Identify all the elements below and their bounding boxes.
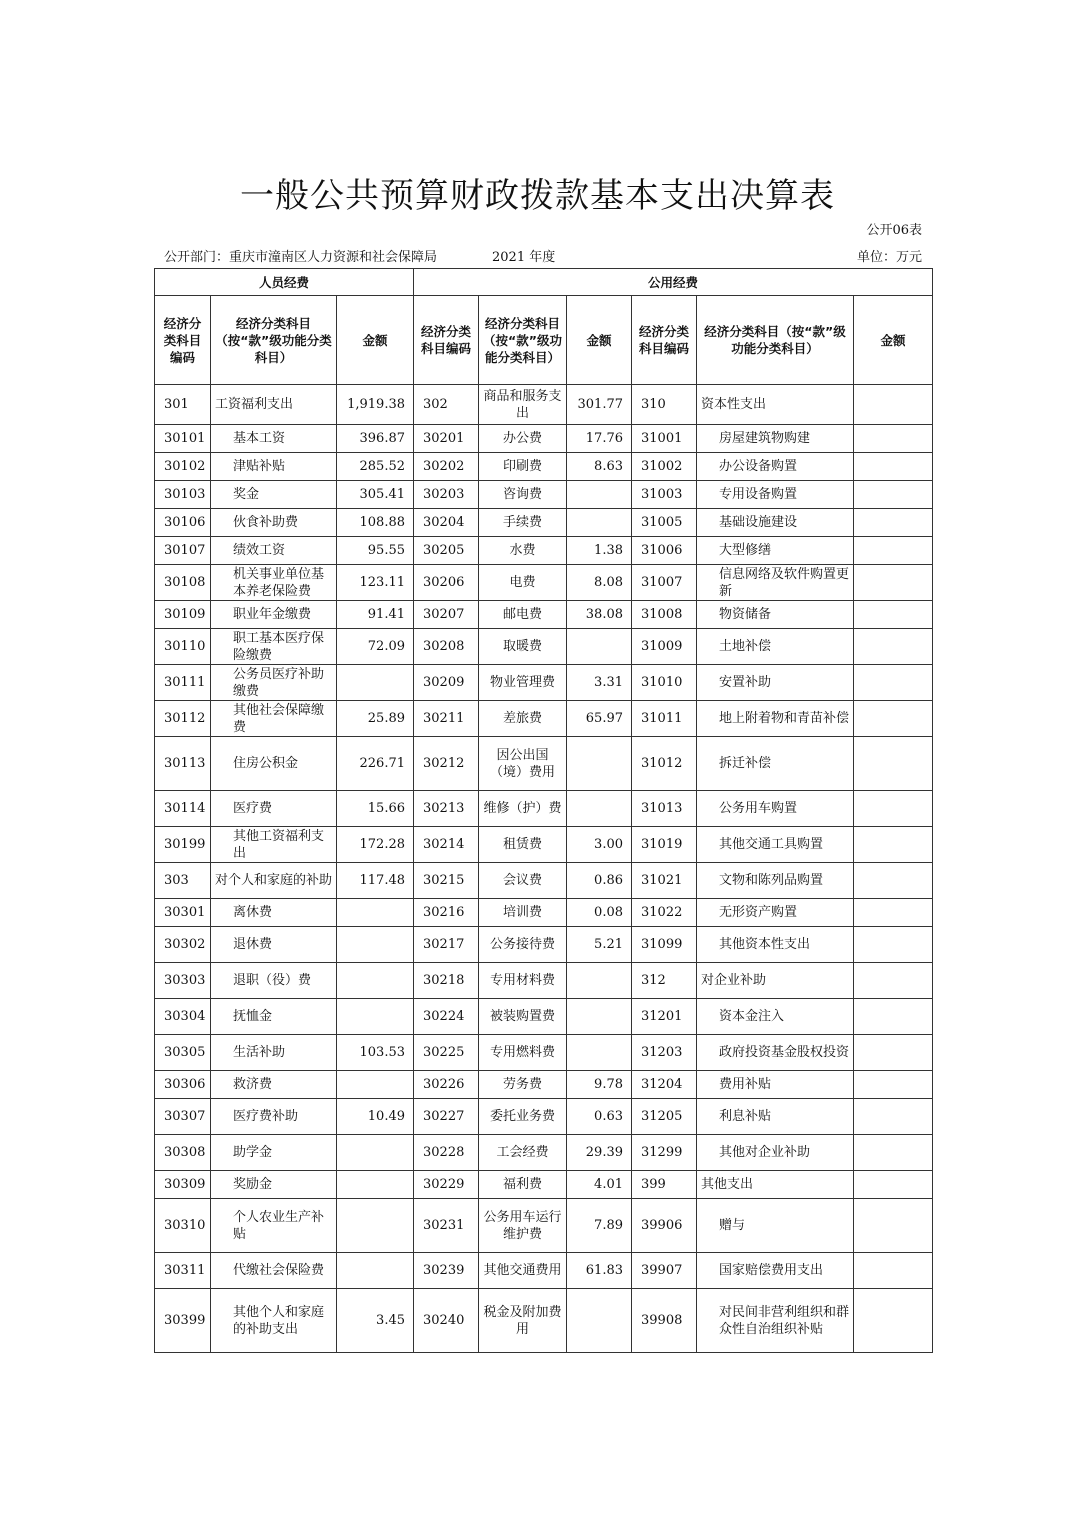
personnel-name: 生活补助 bbox=[211, 1035, 337, 1071]
table-row bbox=[155, 1099, 933, 1135]
personnel-name: 住房公积金 bbox=[211, 737, 337, 791]
public-code: 30202 bbox=[414, 453, 479, 481]
capital-name: 其他交通工具购置 bbox=[697, 827, 854, 863]
capital-code: 31022 bbox=[632, 899, 697, 927]
public-code: 30206 bbox=[414, 565, 479, 601]
personnel-code: 303 bbox=[155, 863, 211, 899]
header-g-amount: 金额 bbox=[567, 296, 632, 385]
personnel-code: 30305 bbox=[155, 1035, 211, 1071]
public-amount: 301.77 bbox=[567, 385, 632, 425]
personnel-code: 30306 bbox=[155, 1071, 211, 1099]
capital-name: 其他对企业补助 bbox=[697, 1135, 854, 1171]
personnel-amount bbox=[337, 999, 414, 1035]
personnel-amount: 91.41 bbox=[337, 601, 414, 629]
personnel-name: 救济费 bbox=[211, 1071, 337, 1099]
capital-name: 大型修缮 bbox=[697, 537, 854, 565]
personnel-name: 其他个人和家庭的补助支出 bbox=[211, 1289, 337, 1353]
personnel-code: 30112 bbox=[155, 701, 211, 737]
capital-code: 31021 bbox=[632, 863, 697, 899]
personnel-amount: 226.71 bbox=[337, 737, 414, 791]
capital-name: 专用设备购置 bbox=[697, 481, 854, 509]
table-row bbox=[155, 1171, 933, 1199]
public-code: 30226 bbox=[414, 1071, 479, 1099]
capital-amount bbox=[854, 791, 933, 827]
header-g-name: 经济分类科目（按“款”级功能分类科目） bbox=[479, 296, 567, 385]
table-row bbox=[155, 827, 933, 863]
table-row bbox=[155, 1035, 933, 1071]
unit-label: 单位：万元 bbox=[856, 250, 922, 265]
personnel-name: 伙食补助费 bbox=[211, 509, 337, 537]
capital-code: 310 bbox=[632, 385, 697, 425]
personnel-code: 30199 bbox=[155, 827, 211, 863]
capital-amount bbox=[854, 1199, 933, 1253]
personnel-code: 30114 bbox=[155, 791, 211, 827]
public-amount: 17.76 bbox=[567, 425, 632, 453]
expenditure-table bbox=[154, 268, 933, 1353]
public-amount bbox=[567, 963, 632, 999]
personnel-amount: 72.09 bbox=[337, 629, 414, 665]
personnel-amount bbox=[337, 665, 414, 701]
personnel-name: 代缴社会保险费 bbox=[211, 1253, 337, 1289]
capital-amount bbox=[854, 927, 933, 963]
header-p-code: 经济分类科目编码 bbox=[155, 296, 211, 385]
personnel-code: 30309 bbox=[155, 1171, 211, 1199]
capital-name: 物资储备 bbox=[697, 601, 854, 629]
personnel-name: 工资福利支出 bbox=[211, 385, 337, 425]
public-amount: 1.38 bbox=[567, 537, 632, 565]
capital-name: 资本性支出 bbox=[697, 385, 854, 425]
capital-amount bbox=[854, 1071, 933, 1099]
personnel-name: 奖励金 bbox=[211, 1171, 337, 1199]
capital-amount bbox=[854, 1035, 933, 1071]
public-code: 30218 bbox=[414, 963, 479, 999]
public-name: 因公出国（境）费用 bbox=[479, 737, 567, 791]
capital-code: 31201 bbox=[632, 999, 697, 1035]
capital-amount bbox=[854, 453, 933, 481]
table-number: 公开06表 bbox=[866, 223, 922, 238]
table-row bbox=[155, 1135, 933, 1171]
personnel-name: 退职（役）费 bbox=[211, 963, 337, 999]
group-personnel: 人员经费 bbox=[155, 269, 414, 296]
personnel-name: 对个人和家庭的补助 bbox=[211, 863, 337, 899]
public-name: 租赁费 bbox=[479, 827, 567, 863]
public-amount bbox=[567, 1289, 632, 1353]
capital-name: 安置补助 bbox=[697, 665, 854, 701]
public-code: 30227 bbox=[414, 1099, 479, 1135]
header-p-amount: 金额 bbox=[337, 296, 414, 385]
header-p-name: 经济分类科目（按“款”级功能分类科目） bbox=[211, 296, 337, 385]
public-amount bbox=[567, 481, 632, 509]
public-name: 水费 bbox=[479, 537, 567, 565]
public-name: 印刷费 bbox=[479, 453, 567, 481]
capital-name: 其他资本性支出 bbox=[697, 927, 854, 963]
table-row bbox=[155, 863, 933, 899]
personnel-code: 30304 bbox=[155, 999, 211, 1035]
public-amount: 3.31 bbox=[567, 665, 632, 701]
capital-code: 31001 bbox=[632, 425, 697, 453]
public-name: 物业管理费 bbox=[479, 665, 567, 701]
public-amount bbox=[567, 999, 632, 1035]
personnel-name: 个人农业生产补贴 bbox=[211, 1199, 337, 1253]
capital-amount bbox=[854, 1289, 933, 1353]
personnel-amount bbox=[337, 963, 414, 999]
capital-name: 地上附着物和青苗补偿 bbox=[697, 701, 854, 737]
header-c-code: 经济分类科目编码 bbox=[632, 296, 697, 385]
capital-code: 31006 bbox=[632, 537, 697, 565]
personnel-amount: 25.89 bbox=[337, 701, 414, 737]
public-amount: 3.00 bbox=[567, 827, 632, 863]
public-name: 咨询费 bbox=[479, 481, 567, 509]
personnel-code: 301 bbox=[155, 385, 211, 425]
public-code: 30215 bbox=[414, 863, 479, 899]
capital-name: 费用补贴 bbox=[697, 1071, 854, 1099]
public-name: 福利费 bbox=[479, 1171, 567, 1199]
personnel-code: 30111 bbox=[155, 665, 211, 701]
public-code: 30214 bbox=[414, 827, 479, 863]
capital-name: 资本金注入 bbox=[697, 999, 854, 1035]
capital-name: 拆迁补偿 bbox=[697, 737, 854, 791]
table-row bbox=[155, 425, 933, 453]
table-row bbox=[155, 453, 933, 481]
public-name: 工会经费 bbox=[479, 1135, 567, 1171]
capital-amount bbox=[854, 565, 933, 601]
public-name: 办公费 bbox=[479, 425, 567, 453]
table-row bbox=[155, 963, 933, 999]
personnel-amount: 15.66 bbox=[337, 791, 414, 827]
public-amount: 9.78 bbox=[567, 1071, 632, 1099]
public-name: 会议费 bbox=[479, 863, 567, 899]
table-row bbox=[155, 385, 933, 425]
capital-name: 房屋建筑物购建 bbox=[697, 425, 854, 453]
public-amount: 8.08 bbox=[567, 565, 632, 601]
capital-amount bbox=[854, 385, 933, 425]
personnel-amount bbox=[337, 1253, 414, 1289]
capital-code: 31010 bbox=[632, 665, 697, 701]
personnel-name: 职工基本医疗保险缴费 bbox=[211, 629, 337, 665]
capital-amount bbox=[854, 1135, 933, 1171]
table-row bbox=[155, 1199, 933, 1253]
header-c-amount: 金额 bbox=[854, 296, 933, 385]
personnel-code: 30103 bbox=[155, 481, 211, 509]
capital-code: 39908 bbox=[632, 1289, 697, 1353]
public-amount: 0.08 bbox=[567, 899, 632, 927]
personnel-code: 30311 bbox=[155, 1253, 211, 1289]
table-row bbox=[155, 601, 933, 629]
personnel-code: 30310 bbox=[155, 1199, 211, 1253]
public-code: 30217 bbox=[414, 927, 479, 963]
table-row bbox=[155, 1289, 933, 1353]
capital-code: 31012 bbox=[632, 737, 697, 791]
personnel-code: 30107 bbox=[155, 537, 211, 565]
capital-name: 政府投资基金股权投资 bbox=[697, 1035, 854, 1071]
public-code: 30205 bbox=[414, 537, 479, 565]
capital-code: 39907 bbox=[632, 1253, 697, 1289]
capital-code: 31203 bbox=[632, 1035, 697, 1071]
public-amount: 0.86 bbox=[567, 863, 632, 899]
public-name: 公务用车运行维护费 bbox=[479, 1199, 567, 1253]
capital-code: 31008 bbox=[632, 601, 697, 629]
capital-code: 31002 bbox=[632, 453, 697, 481]
capital-code: 31299 bbox=[632, 1135, 697, 1171]
capital-amount bbox=[854, 963, 933, 999]
table-row bbox=[155, 737, 933, 791]
personnel-name: 抚恤金 bbox=[211, 999, 337, 1035]
capital-amount bbox=[854, 701, 933, 737]
capital-name: 基础设施建设 bbox=[697, 509, 854, 537]
public-amount bbox=[567, 509, 632, 537]
public-code: 30212 bbox=[414, 737, 479, 791]
department-label: 公开部门：重庆市潼南区人力资源和社会保障局 bbox=[164, 250, 438, 265]
personnel-amount: 117.48 bbox=[337, 863, 414, 899]
public-amount bbox=[567, 737, 632, 791]
personnel-name: 助学金 bbox=[211, 1135, 337, 1171]
public-amount: 38.08 bbox=[567, 601, 632, 629]
capital-name: 利息补贴 bbox=[697, 1099, 854, 1135]
public-code: 30209 bbox=[414, 665, 479, 701]
table-row bbox=[155, 629, 933, 665]
capital-code: 31009 bbox=[632, 629, 697, 665]
capital-amount bbox=[854, 899, 933, 927]
public-name: 委托业务费 bbox=[479, 1099, 567, 1135]
capital-code: 31204 bbox=[632, 1071, 697, 1099]
capital-name: 信息网络及软件购置更新 bbox=[697, 565, 854, 601]
public-name: 被装购置费 bbox=[479, 999, 567, 1035]
public-amount: 61.83 bbox=[567, 1253, 632, 1289]
capital-amount bbox=[854, 481, 933, 509]
year-label: 2021 年度 bbox=[492, 250, 556, 265]
capital-code: 31013 bbox=[632, 791, 697, 827]
personnel-amount: 103.53 bbox=[337, 1035, 414, 1071]
public-name: 维修（护）费 bbox=[479, 791, 567, 827]
public-name: 差旅费 bbox=[479, 701, 567, 737]
personnel-code: 30308 bbox=[155, 1135, 211, 1171]
personnel-name: 医疗费补助 bbox=[211, 1099, 337, 1135]
personnel-code: 30106 bbox=[155, 509, 211, 537]
personnel-name: 基本工资 bbox=[211, 425, 337, 453]
personnel-amount: 108.88 bbox=[337, 509, 414, 537]
public-code: 30229 bbox=[414, 1171, 479, 1199]
personnel-amount bbox=[337, 899, 414, 927]
capital-amount bbox=[854, 629, 933, 665]
table-row bbox=[155, 665, 933, 701]
capital-amount bbox=[854, 537, 933, 565]
page-title: 一般公共预算财政拨款基本支出决算表 bbox=[240, 176, 835, 216]
capital-name: 公务用车购置 bbox=[697, 791, 854, 827]
capital-code: 31007 bbox=[632, 565, 697, 601]
capital-amount bbox=[854, 863, 933, 899]
personnel-amount: 396.87 bbox=[337, 425, 414, 453]
public-amount bbox=[567, 791, 632, 827]
capital-code: 312 bbox=[632, 963, 697, 999]
public-name: 取暖费 bbox=[479, 629, 567, 665]
personnel-name: 绩效工资 bbox=[211, 537, 337, 565]
public-name: 培训费 bbox=[479, 899, 567, 927]
header-c-name: 经济分类科目（按“款”级功能分类科目） bbox=[697, 296, 854, 385]
personnel-code: 30102 bbox=[155, 453, 211, 481]
personnel-amount: 285.52 bbox=[337, 453, 414, 481]
personnel-amount: 10.49 bbox=[337, 1099, 414, 1135]
personnel-code: 30109 bbox=[155, 601, 211, 629]
personnel-amount: 1,919.38 bbox=[337, 385, 414, 425]
public-amount: 4.01 bbox=[567, 1171, 632, 1199]
personnel-code: 30303 bbox=[155, 963, 211, 999]
capital-code: 31019 bbox=[632, 827, 697, 863]
table-row bbox=[155, 537, 933, 565]
personnel-amount bbox=[337, 1071, 414, 1099]
personnel-name: 离休费 bbox=[211, 899, 337, 927]
public-name: 其他交通费用 bbox=[479, 1253, 567, 1289]
personnel-name: 职业年金缴费 bbox=[211, 601, 337, 629]
capital-amount bbox=[854, 1099, 933, 1135]
public-code: 30208 bbox=[414, 629, 479, 665]
table-row bbox=[155, 509, 933, 537]
public-code: 30207 bbox=[414, 601, 479, 629]
public-name: 电费 bbox=[479, 565, 567, 601]
capital-amount bbox=[854, 1253, 933, 1289]
table-row bbox=[155, 701, 933, 737]
personnel-amount: 95.55 bbox=[337, 537, 414, 565]
public-code: 302 bbox=[414, 385, 479, 425]
capital-name: 国家赔偿费用支出 bbox=[697, 1253, 854, 1289]
capital-code: 31205 bbox=[632, 1099, 697, 1135]
public-amount bbox=[567, 1035, 632, 1071]
public-code: 30240 bbox=[414, 1289, 479, 1353]
personnel-code: 30307 bbox=[155, 1099, 211, 1135]
capital-name: 无形资产购置 bbox=[697, 899, 854, 927]
group-public: 公用经费 bbox=[414, 269, 933, 296]
capital-name: 办公设备购置 bbox=[697, 453, 854, 481]
capital-code: 31003 bbox=[632, 481, 697, 509]
public-code: 30231 bbox=[414, 1199, 479, 1253]
capital-amount bbox=[854, 509, 933, 537]
public-amount: 7.89 bbox=[567, 1199, 632, 1253]
public-code: 30204 bbox=[414, 509, 479, 537]
capital-name: 其他支出 bbox=[697, 1171, 854, 1199]
personnel-code: 30101 bbox=[155, 425, 211, 453]
table-row bbox=[155, 927, 933, 963]
capital-name: 文物和陈列品购置 bbox=[697, 863, 854, 899]
public-code: 30211 bbox=[414, 701, 479, 737]
capital-name: 对企业补助 bbox=[697, 963, 854, 999]
public-code: 30224 bbox=[414, 999, 479, 1035]
public-amount: 0.63 bbox=[567, 1099, 632, 1135]
public-name: 公务接待费 bbox=[479, 927, 567, 963]
personnel-code: 30302 bbox=[155, 927, 211, 963]
public-code: 30239 bbox=[414, 1253, 479, 1289]
capital-amount bbox=[854, 1171, 933, 1199]
table-row bbox=[155, 1253, 933, 1289]
capital-code: 399 bbox=[632, 1171, 697, 1199]
public-amount: 5.21 bbox=[567, 927, 632, 963]
personnel-code: 30399 bbox=[155, 1289, 211, 1353]
table-row bbox=[155, 481, 933, 509]
personnel-amount: 123.11 bbox=[337, 565, 414, 601]
personnel-amount: 3.45 bbox=[337, 1289, 414, 1353]
personnel-name: 公务员医疗补助缴费 bbox=[211, 665, 337, 701]
public-code: 30225 bbox=[414, 1035, 479, 1071]
capital-amount bbox=[854, 827, 933, 863]
public-code: 30203 bbox=[414, 481, 479, 509]
public-code: 30201 bbox=[414, 425, 479, 453]
public-amount: 65.97 bbox=[567, 701, 632, 737]
table-row bbox=[155, 899, 933, 927]
public-name: 税金及附加费用 bbox=[479, 1289, 567, 1353]
capital-code: 31011 bbox=[632, 701, 697, 737]
capital-amount bbox=[854, 665, 933, 701]
personnel-code: 30113 bbox=[155, 737, 211, 791]
capital-code: 31099 bbox=[632, 927, 697, 963]
public-code: 30228 bbox=[414, 1135, 479, 1171]
personnel-name: 其他社会保障缴费 bbox=[211, 701, 337, 737]
personnel-name: 津贴补贴 bbox=[211, 453, 337, 481]
capital-name: 赠与 bbox=[697, 1199, 854, 1253]
public-name: 专用材料费 bbox=[479, 963, 567, 999]
public-name: 手续费 bbox=[479, 509, 567, 537]
table-row bbox=[155, 999, 933, 1035]
capital-amount bbox=[854, 601, 933, 629]
table-row bbox=[155, 791, 933, 827]
public-amount: 29.39 bbox=[567, 1135, 632, 1171]
personnel-name: 奖金 bbox=[211, 481, 337, 509]
personnel-name: 医疗费 bbox=[211, 791, 337, 827]
personnel-amount: 305.41 bbox=[337, 481, 414, 509]
capital-amount bbox=[854, 999, 933, 1035]
personnel-amount bbox=[337, 1199, 414, 1253]
capital-code: 31005 bbox=[632, 509, 697, 537]
header-g-code: 经济分类科目编码 bbox=[414, 296, 479, 385]
capital-name: 对民间非营利组织和群众性自治组织补贴 bbox=[697, 1289, 854, 1353]
capital-amount bbox=[854, 425, 933, 453]
personnel-name: 退休费 bbox=[211, 927, 337, 963]
public-code: 30216 bbox=[414, 899, 479, 927]
personnel-code: 30108 bbox=[155, 565, 211, 601]
public-amount: 8.63 bbox=[567, 453, 632, 481]
public-amount bbox=[567, 629, 632, 665]
personnel-amount: 172.28 bbox=[337, 827, 414, 863]
capital-code: 39906 bbox=[632, 1199, 697, 1253]
public-name: 劳务费 bbox=[479, 1071, 567, 1099]
public-name: 专用燃料费 bbox=[479, 1035, 567, 1071]
public-name: 商品和服务支出 bbox=[479, 385, 567, 425]
personnel-amount bbox=[337, 1171, 414, 1199]
public-name: 邮电费 bbox=[479, 601, 567, 629]
personnel-code: 30301 bbox=[155, 899, 211, 927]
personnel-name: 其他工资福利支出 bbox=[211, 827, 337, 863]
public-code: 30213 bbox=[414, 791, 479, 827]
personnel-code: 30110 bbox=[155, 629, 211, 665]
personnel-name: 机关事业单位基本养老保险费 bbox=[211, 565, 337, 601]
personnel-amount bbox=[337, 1135, 414, 1171]
capital-name: 土地补偿 bbox=[697, 629, 854, 665]
capital-amount bbox=[854, 737, 933, 791]
table-row bbox=[155, 1071, 933, 1099]
personnel-amount bbox=[337, 927, 414, 963]
table-row bbox=[155, 565, 933, 601]
